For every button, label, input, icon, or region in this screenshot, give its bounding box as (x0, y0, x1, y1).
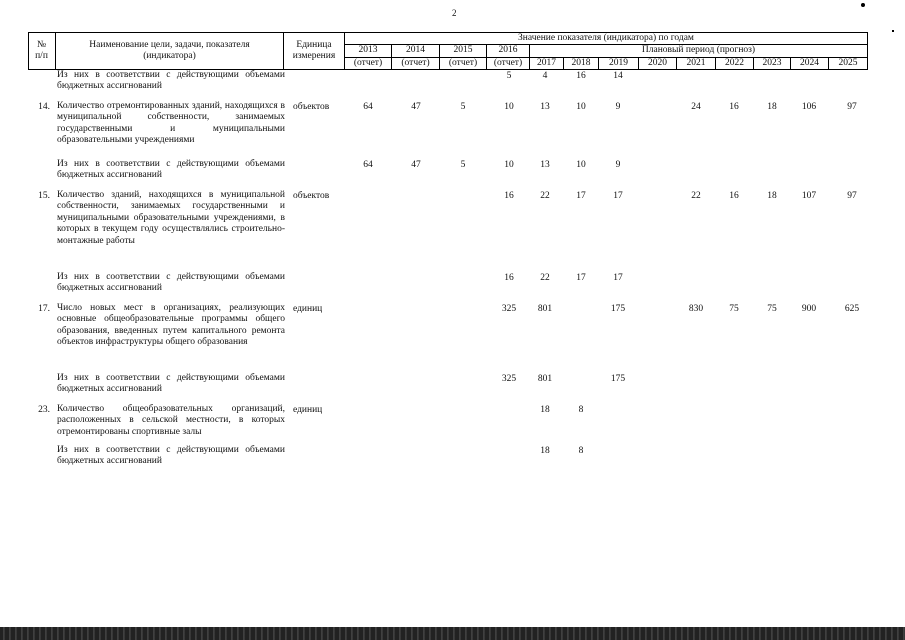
indicator-name: Количество зданий, находящихся в муниципальной собственности, занимаемых государственными и муниципальными образовательными учреждениями, в которых в текущем году осуществлялись строительно-монтажные работы (57, 190, 285, 246)
cell-value: 16 (504, 191, 514, 201)
cell-value: 8 (578, 446, 584, 456)
row-number: 14. (38, 102, 50, 112)
cell-value: 801 (537, 374, 553, 384)
header-year: 2015 (453, 45, 473, 55)
cell-value: 325 (501, 304, 517, 314)
header-unit-2: измерения (292, 51, 336, 61)
row-number: 17. (38, 304, 50, 314)
cell-value: 64 (363, 102, 373, 112)
unit-of-measure: единиц (293, 405, 323, 415)
header-year: 2019 (609, 58, 628, 68)
cell-value: 22 (691, 191, 701, 201)
unit-of-measure: объектов (293, 102, 330, 112)
cell-value: 47 (411, 102, 421, 112)
header-plan-title: Плановый период (прогноз) (641, 45, 756, 55)
header-year: 2017 (537, 58, 556, 68)
cell-value: 16 (576, 71, 586, 81)
cell-value: 106 (801, 102, 817, 112)
header-name: Наименование цели, задачи, показателя (89, 40, 250, 50)
row-number: 15. (38, 191, 50, 201)
header-num-2: п/п (35, 51, 48, 61)
header-name-2: (индикатора) (143, 51, 196, 61)
indicator-name: Из них в соответствии с действующими объемами бюджетных ассигнований (57, 445, 285, 467)
cell-value: 16 (729, 191, 739, 201)
header-year: 2020 (648, 58, 667, 68)
cell-value: 107 (801, 191, 817, 201)
row-number: 23. (38, 405, 50, 415)
header-num: № (36, 40, 47, 50)
header-report: (отчет) (401, 58, 430, 68)
cell-value: 830 (688, 304, 704, 314)
cell-value: 5 (506, 71, 512, 81)
cell-value: 625 (844, 304, 860, 314)
header-values-title: Значение показателя (индикатора) по годам (518, 33, 694, 43)
cell-value: 801 (537, 304, 553, 314)
cell-value: 9 (615, 102, 621, 112)
unit-of-measure: объектов (293, 191, 330, 201)
cell-value: 16 (504, 273, 514, 283)
cell-value: 97 (847, 102, 857, 112)
header-year: 2025 (838, 58, 858, 68)
header-report: (отчет) (448, 58, 478, 68)
indicator-name: Из них в соответствии с действующими объемами бюджетных ассигнований (57, 70, 285, 92)
cell-value: 22 (540, 191, 550, 201)
cell-value: 18 (540, 405, 550, 415)
indicator-name: Число новых мест в организациях, реализующих основные общеобразовательные программы общего образования, введенных путем капитального ремонта объектов инфраструктуры общего образования (57, 303, 285, 348)
header-report: (отчет) (353, 58, 383, 68)
cell-value: 17 (576, 191, 586, 201)
scan-edge-band (0, 627, 905, 640)
cell-value: 10 (576, 102, 586, 112)
unit-of-measure: единиц (293, 304, 323, 314)
cell-value: 97 (847, 191, 857, 201)
header-year: 2023 (762, 58, 782, 68)
indicator-name: Количество общеобразовательных организаций, расположенных в сельской местности, в которых отремонтированы спортивные залы (57, 404, 285, 437)
page-number: 2 (452, 8, 457, 18)
cell-value: 47 (411, 160, 421, 170)
cell-value: 10 (576, 160, 586, 170)
cell-value: 17 (576, 273, 586, 283)
header-year: 2018 (571, 58, 591, 68)
cell-value: 24 (691, 102, 701, 112)
cell-value: 17 (613, 191, 623, 201)
cell-value: 13 (540, 160, 550, 170)
header-year: 2021 (686, 58, 706, 68)
cell-value: 8 (578, 405, 584, 415)
cell-value: 175 (610, 374, 626, 384)
cell-value: 4 (542, 71, 548, 81)
cell-value: 14 (613, 71, 623, 81)
cell-value: 10 (504, 102, 514, 112)
cell-value: 17 (613, 273, 623, 283)
header-report: (отчет) (493, 58, 523, 68)
cell-value: 75 (767, 304, 777, 314)
indicator-name: Из них в соответствии с действующими объемами бюджетных ассигнований (57, 373, 285, 395)
cell-value: 5 (460, 102, 466, 112)
cell-value: 325 (501, 374, 517, 384)
cell-value: 75 (729, 304, 739, 314)
cell-value: 175 (610, 304, 626, 314)
cell-value: 16 (729, 102, 739, 112)
cell-value: 5 (460, 160, 466, 170)
header-year: 2022 (725, 58, 744, 68)
cell-value: 18 (767, 102, 777, 112)
cell-value: 64 (363, 160, 373, 170)
header-year: 2024 (800, 58, 819, 68)
cell-value: 13 (540, 102, 550, 112)
header-year: 2014 (406, 45, 425, 55)
indicator-name: Количество отремонтированных зданий, находящихся в муниципальной собственности, занимаемых государственными и муниципальными образовательными учреждениями (57, 101, 285, 146)
cell-value: 22 (540, 273, 550, 283)
indicator-name: Из них в соответствии с действующими объемами бюджетных ассигнований (57, 272, 285, 294)
header-unit: Единица (296, 40, 332, 50)
cell-value: 18 (540, 446, 550, 456)
header-year: 2016 (498, 45, 518, 55)
cell-value: 900 (801, 304, 817, 314)
cell-value: 9 (615, 160, 621, 170)
cell-value: 18 (767, 191, 777, 201)
indicator-name: Из них в соответствии с действующими объемами бюджетных ассигнований (57, 159, 285, 181)
header-year: 2013 (358, 45, 378, 55)
cell-value: 10 (504, 160, 514, 170)
